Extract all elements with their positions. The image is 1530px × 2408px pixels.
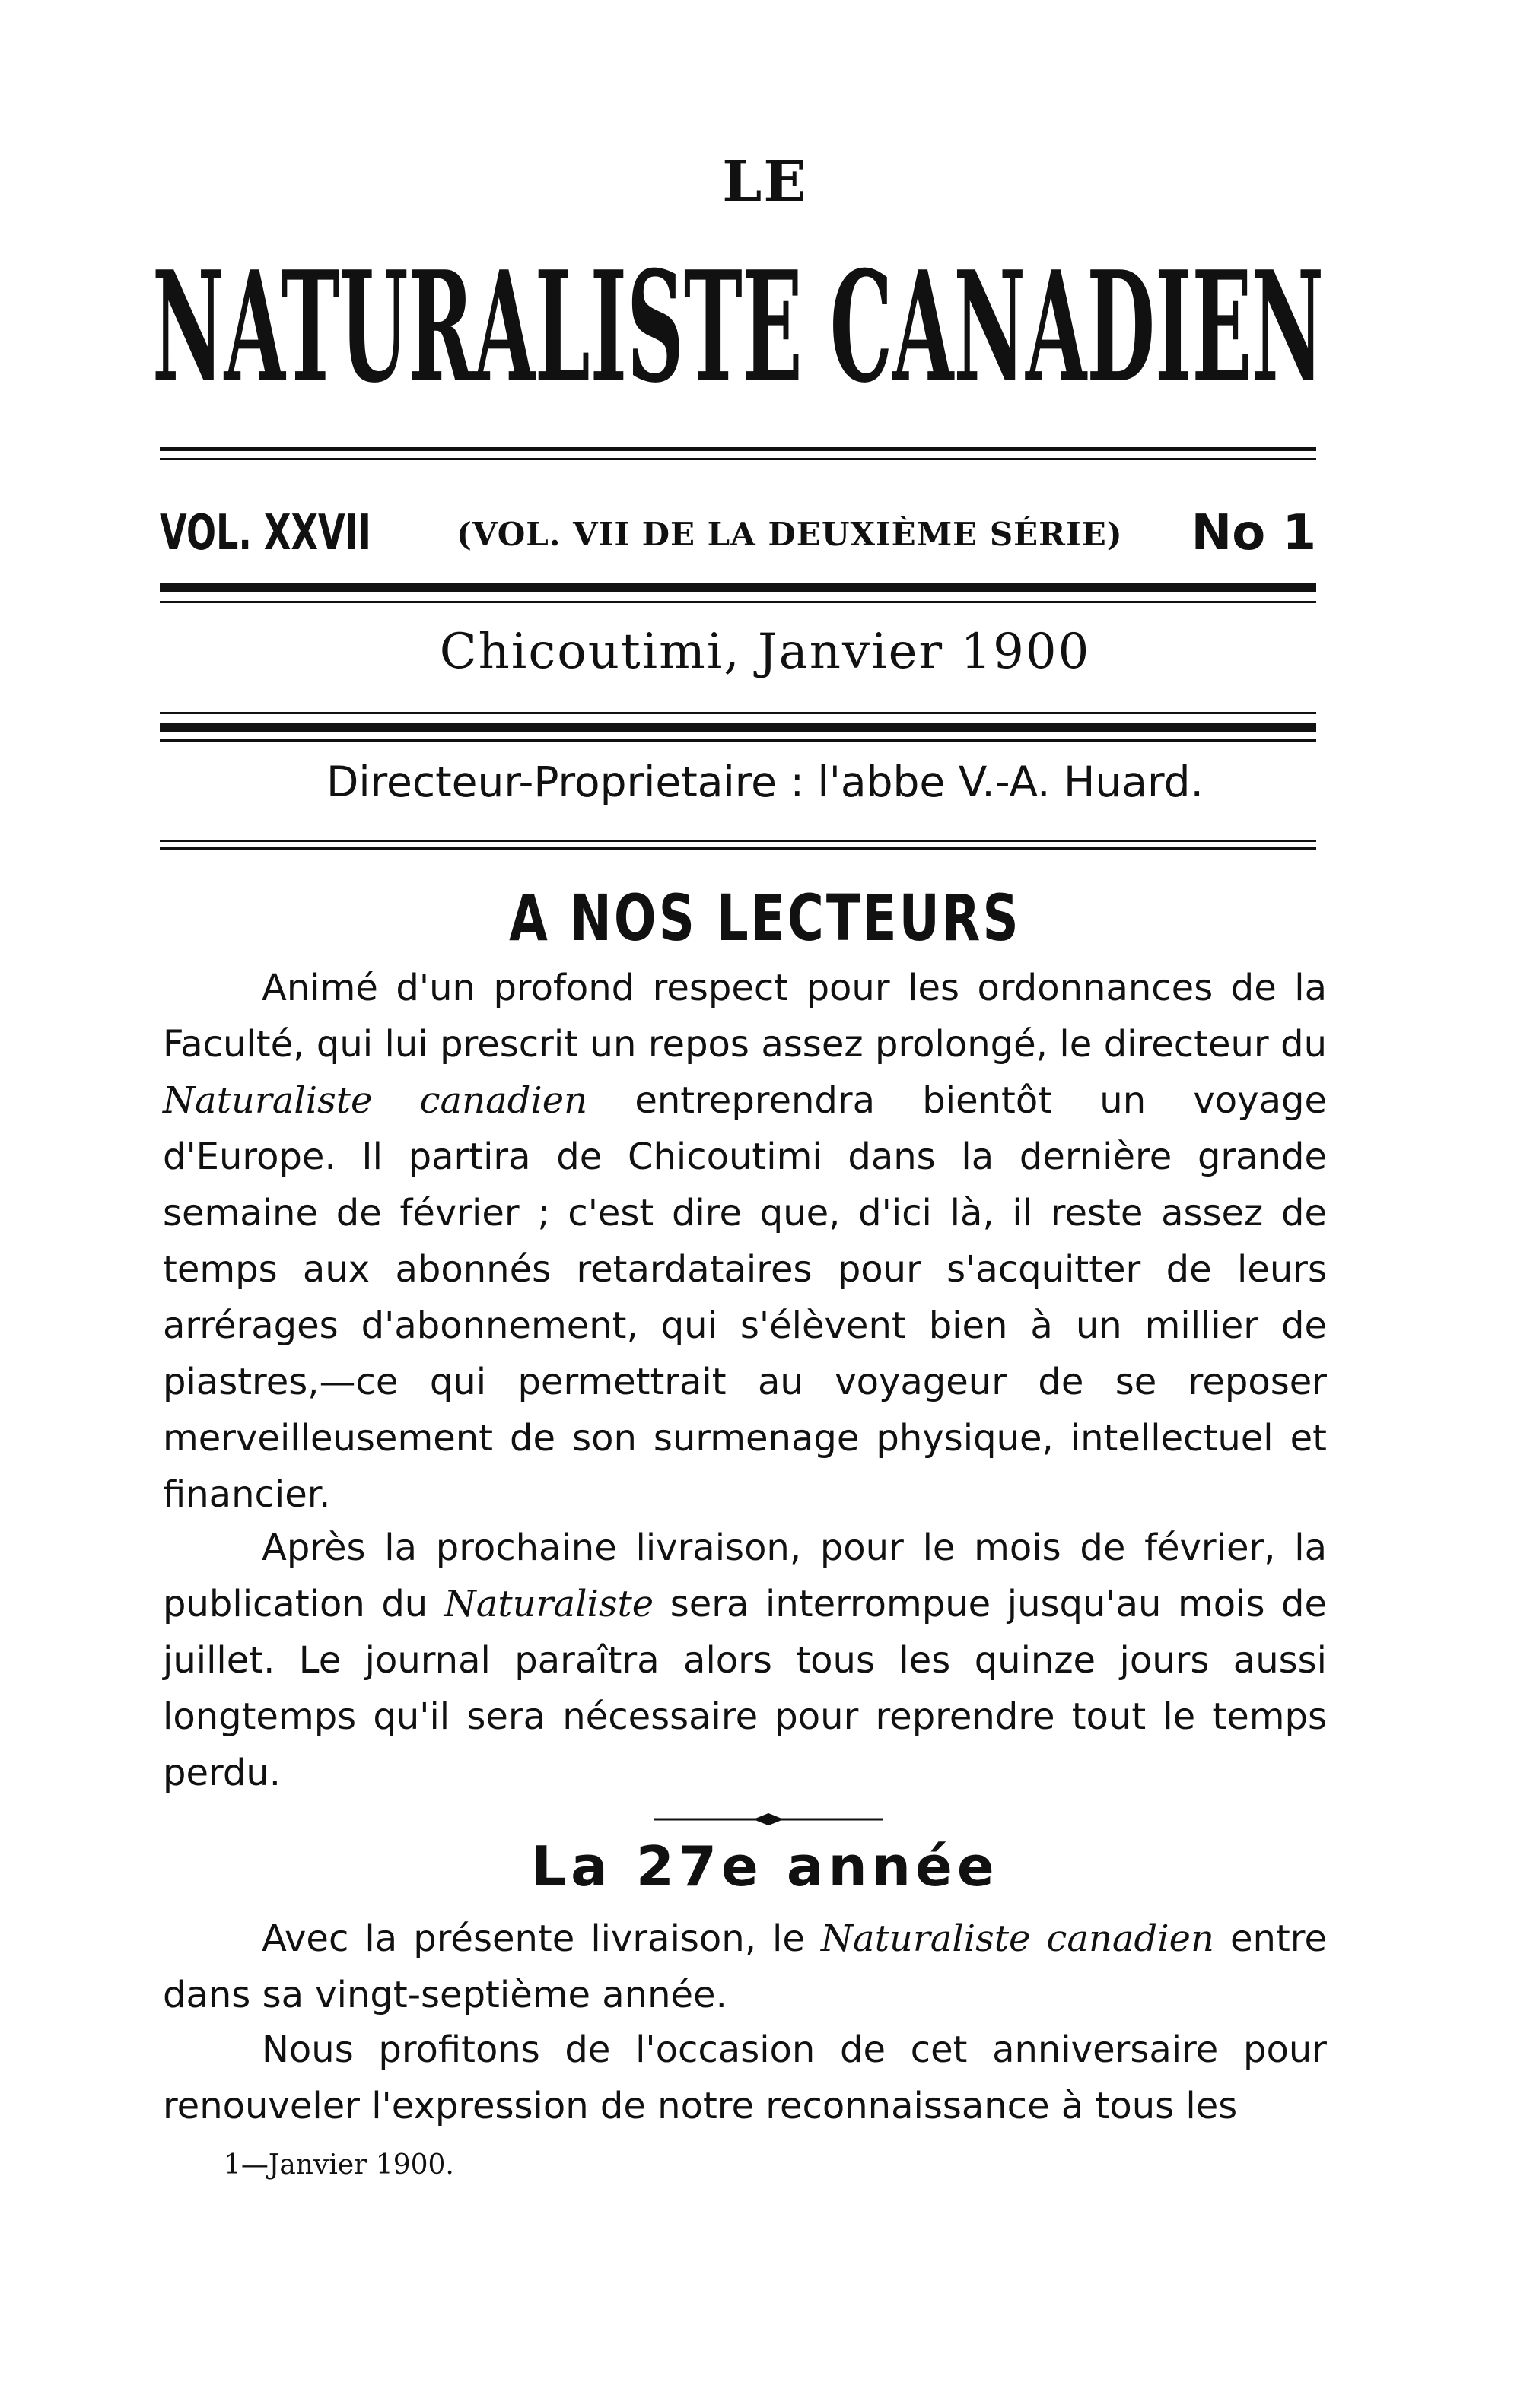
section-divider-ornament xyxy=(654,1810,883,1828)
top-rule-2 xyxy=(160,458,1316,460)
paragraph-1 xyxy=(163,960,1327,1523)
dateline: Chicoutimi, Janvier 1900 xyxy=(439,624,1091,680)
volume-number: VOL. XXVII xyxy=(160,505,371,561)
paragraph-3-text-b: entre dans sa vingt-septième année. xyxy=(163,1917,1328,2016)
journal-name-italic: Naturaliste canadien xyxy=(163,1079,588,1122)
top-rule-1 xyxy=(160,447,1316,451)
director-line: Directeur-Proprietaire : l'abbe V.-A. Huard. xyxy=(326,758,1204,806)
masthead-title-svg xyxy=(145,245,1331,397)
director-rule-2 xyxy=(160,847,1316,850)
section-title: A NOS LECTEURS xyxy=(509,881,1021,955)
paragraph-3-text-a: Avec la présente livraison, le xyxy=(262,1917,821,1960)
journal-name-italic: Naturaliste canadien xyxy=(821,1917,1214,1960)
masthead-title-text: NATURALISTE CANADIEN xyxy=(152,245,1324,397)
date-rule-3 xyxy=(160,739,1316,742)
vol-rule-2 xyxy=(160,601,1316,603)
volume-row xyxy=(160,505,1316,573)
paragraph-2-text-a: Après la prochaine livraison, pour le mois de février, la publication du xyxy=(163,1526,1327,1625)
masthead-article: LE xyxy=(722,149,808,214)
date-rule-2 xyxy=(160,723,1316,732)
paragraph-4 xyxy=(163,2022,1327,2134)
date-rule-1 xyxy=(160,712,1316,714)
issue-number: No 1 xyxy=(1191,505,1316,561)
masthead-title xyxy=(145,245,1331,397)
series-label: (VOL. VII DE LA DEUXIÈME SÉRIE) xyxy=(456,516,1123,553)
section-2-title: La 27e année xyxy=(531,1835,999,1898)
paragraph-4-text: Nous profitons de l'occasion de cet anniversaire pour renouveler l'expression de notre reconnaissance à tous les xyxy=(163,2028,1327,2127)
journal-name-italic: Naturaliste xyxy=(444,1583,654,1625)
director-rule-1 xyxy=(160,840,1316,842)
vol-rule-1 xyxy=(160,583,1316,592)
page-signature: 1—Janvier 1900. xyxy=(224,2149,454,2181)
paragraph-2-text-b: sera interrompue jusqu'au mois de juillet. Le journal paraîtra alors tous les quinze jours aussi longtemps qu'il sera nécessaire pour reprendre tout le temps perdu. xyxy=(163,1583,1328,1794)
paragraph-3 xyxy=(163,1911,1327,2023)
paragraph-1-text-b: entreprendra bientôt un voyage d'Europe. Il partira de Chicoutimi dans la dernière grande semaine de février ; c'est dire que, d'ici là, il reste assez de temps aux abonnés retardataires pour s'acquitter de leurs arrérages d'abonnement, qui s'élèvent bien à un millier de piastres,—ce qui permettrait au voyageur de se reposer merveilleusement de son surmenage physique, intellectuel et financier. xyxy=(163,1079,1327,1516)
paragraph-1-text-a: Animé d'un profond respect pour les ordonnances de la Faculté, qui lui prescrit un repos assez prolongé, le directeur du xyxy=(163,967,1327,1066)
paragraph-2 xyxy=(163,1520,1327,1801)
